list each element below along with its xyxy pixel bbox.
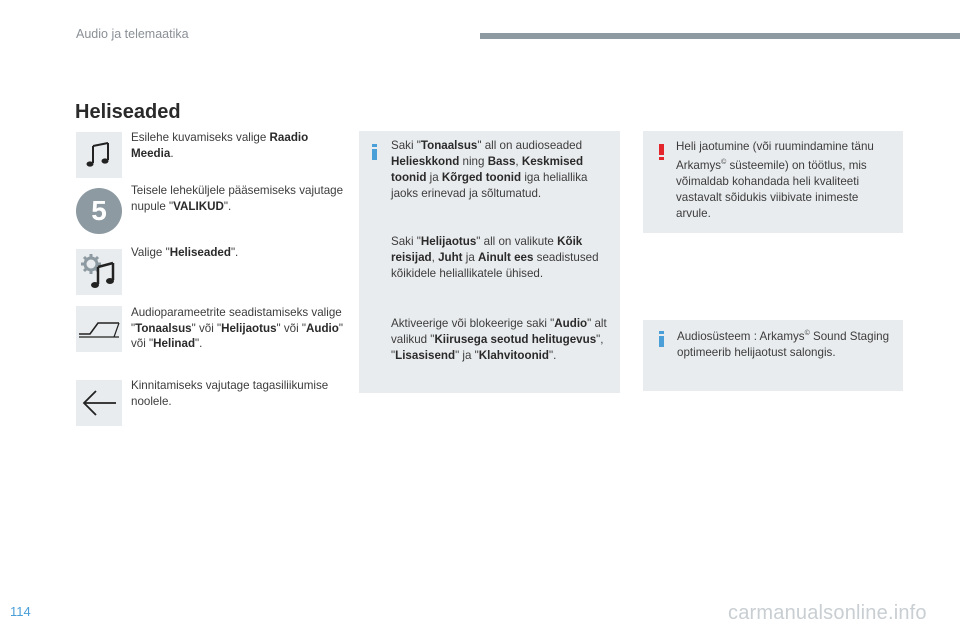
warning-panel: [643, 131, 903, 233]
audio-settings-icon: [76, 249, 122, 295]
section-title: Heliseaded: [75, 101, 181, 123]
info-icon: [659, 331, 664, 347]
distribution-note: Saki "Helijaotus" all on valikute Kõik reisijad, Juht ja Ainult ees seadistused kõikidele heliallikatele ühised.: [391, 235, 599, 280]
tonality-info-panel: [359, 131, 620, 393]
info-icon: [372, 144, 377, 160]
audio-options-note: Aktiveerige või blokeerige saki "Audio" alt valikud "Kiirusega seotud helitugevus", "Lisasisend" ja "Klahvitoonid".: [391, 317, 607, 362]
warning-text: Heli jaotumine (või ruumindamine tänu Arkamys© süsteemile) on töötlus, mis võimaldab kohandada heli kvaliteeti vastavalt sõidukis viibivate inimeste arvule.: [676, 140, 874, 220]
music-note-icon: [76, 132, 122, 178]
back-arrow-icon: [76, 380, 122, 426]
audio-parameters-tab-icon: [76, 306, 122, 352]
step-1-text: Esilehe kuvamiseks valige Raadio Meedia.: [131, 131, 309, 160]
step-3-text: Valige "Heliseaded".: [131, 246, 239, 259]
header-bar: [480, 33, 960, 39]
footer-watermark: carmanualsonline.info: [728, 602, 927, 624]
step-4-text: Audioparameetrite seadistamiseks valige "Tonaalsus" või "Helijaotus" või "Audio" või "Helinad".: [131, 306, 343, 350]
arkamys-info-panel: [643, 320, 903, 391]
step-number-badge: 5: [76, 188, 122, 234]
step-2-text: Teisele leheküljele pääsemiseks vajutage nupule "VALIKUD".: [131, 184, 344, 213]
step-5-text: Kinnitamiseks vajutage tagasiliikumise noolele.: [131, 379, 329, 408]
warning-icon: [659, 144, 664, 160]
arkamys-info-text: Audiosüsteem : Arkamys© Sound Staging optimeerib helijaotust salongis.: [677, 329, 890, 359]
tonality-note: Saki "Tonaalsus" all on audioseaded Helieskkond ning Bass, Keskmised toonid ja Kõrged toonid iga heliallika jaoks erinevad ja sõltumatud.: [391, 139, 588, 200]
page-number: 114: [10, 604, 31, 619]
header-title: Audio ja telemaatika: [76, 27, 189, 41]
